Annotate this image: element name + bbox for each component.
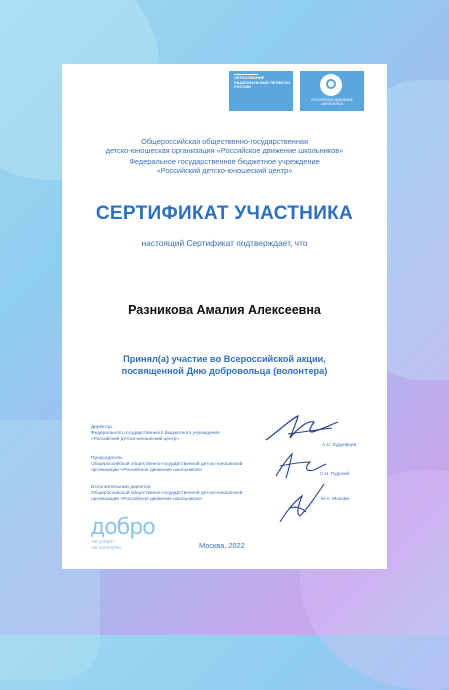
- signatory-3-role: [91, 485, 281, 503]
- signatory-2-name: С.Н. Рудской: [320, 472, 350, 477]
- certificate-reason: [62, 353, 387, 377]
- signature-3-mark: [272, 478, 332, 528]
- org-line-2: детско-юношеская организация «Российское движение школьников»: [105, 146, 344, 156]
- signatory-2-role-line-3: организации «Российское движение школьников»: [91, 468, 203, 473]
- certificate-subtitle: настоящий Сертификат подтверждает, что: [141, 238, 308, 248]
- rdsh-logo: [300, 71, 364, 111]
- signatory-1-role: [91, 425, 281, 443]
- organization-block-2: [62, 157, 387, 175]
- dobro-tagline-line-1: не уходит: [92, 539, 115, 545]
- signatory-3-role-line-3: организации «Российское движение школьников»: [91, 497, 203, 502]
- reason-line-1: Принял(а) участие во Всероссийской акции,: [123, 354, 326, 364]
- national-projects-logo-text: ОБРАЗОВАНИЕ НАЦИОНАЛЬНЫЕ ПРОЕКТЫ РОССИИ: [234, 76, 291, 90]
- signatory-1-role-line-1: Директор: [91, 425, 112, 430]
- dobro-logo-word: добро: [90, 515, 155, 540]
- national-projects-logo: [229, 71, 293, 111]
- signatory-1-name: А.С. Кудрявцев: [322, 443, 357, 448]
- signatory-3-role-line-1: Исполнительный директор: [91, 485, 151, 490]
- place-date: Москва, 2022: [199, 541, 245, 550]
- signatory-2-role-line-2: Общероссийской общественно-государственной детско-юношеской: [91, 462, 243, 467]
- dobro-tagline-line-2: на каникулы: [92, 545, 121, 551]
- org-line-1: Общероссийская общественно-государственная: [140, 137, 309, 146]
- rdsh-logo-text: РОССИЙСКОЕ ДВИЖЕНИЕ ШКОЛЬНИКОВ: [311, 98, 353, 106]
- org-line-3: Федеральное государственное бюджетное учреждение: [129, 157, 320, 166]
- dobro-logo-tagline: [92, 539, 121, 551]
- certificate-title: СЕРТИФИКАТ УЧАСТНИКА: [95, 203, 354, 224]
- recipient-name: Разникова Амалия Алексеевна: [128, 303, 321, 317]
- signatory-2-role: [91, 456, 281, 474]
- organization-block-1: [62, 137, 387, 155]
- org-line-4: «Российский детско-юношеский центр»: [156, 166, 293, 176]
- signatory-3-name: М.А. Мохова: [321, 497, 350, 502]
- signatory-2-role-line-1: Председатель: [91, 456, 123, 461]
- dobro-logo: [90, 515, 160, 551]
- signature-1-mark: [262, 412, 342, 444]
- reason-line-2: посвященной Дню добровольца (волонтера): [121, 366, 328, 376]
- signatory-1-role-line-3: «Российский детско-юношеский центр»: [91, 437, 180, 442]
- signatory-1-role-line-2: Федерального государственного бюджетного учреждения: [91, 431, 220, 436]
- signatory-3-role-line-2: Общероссийской общественно-государственной детско-юношеской: [91, 491, 243, 496]
